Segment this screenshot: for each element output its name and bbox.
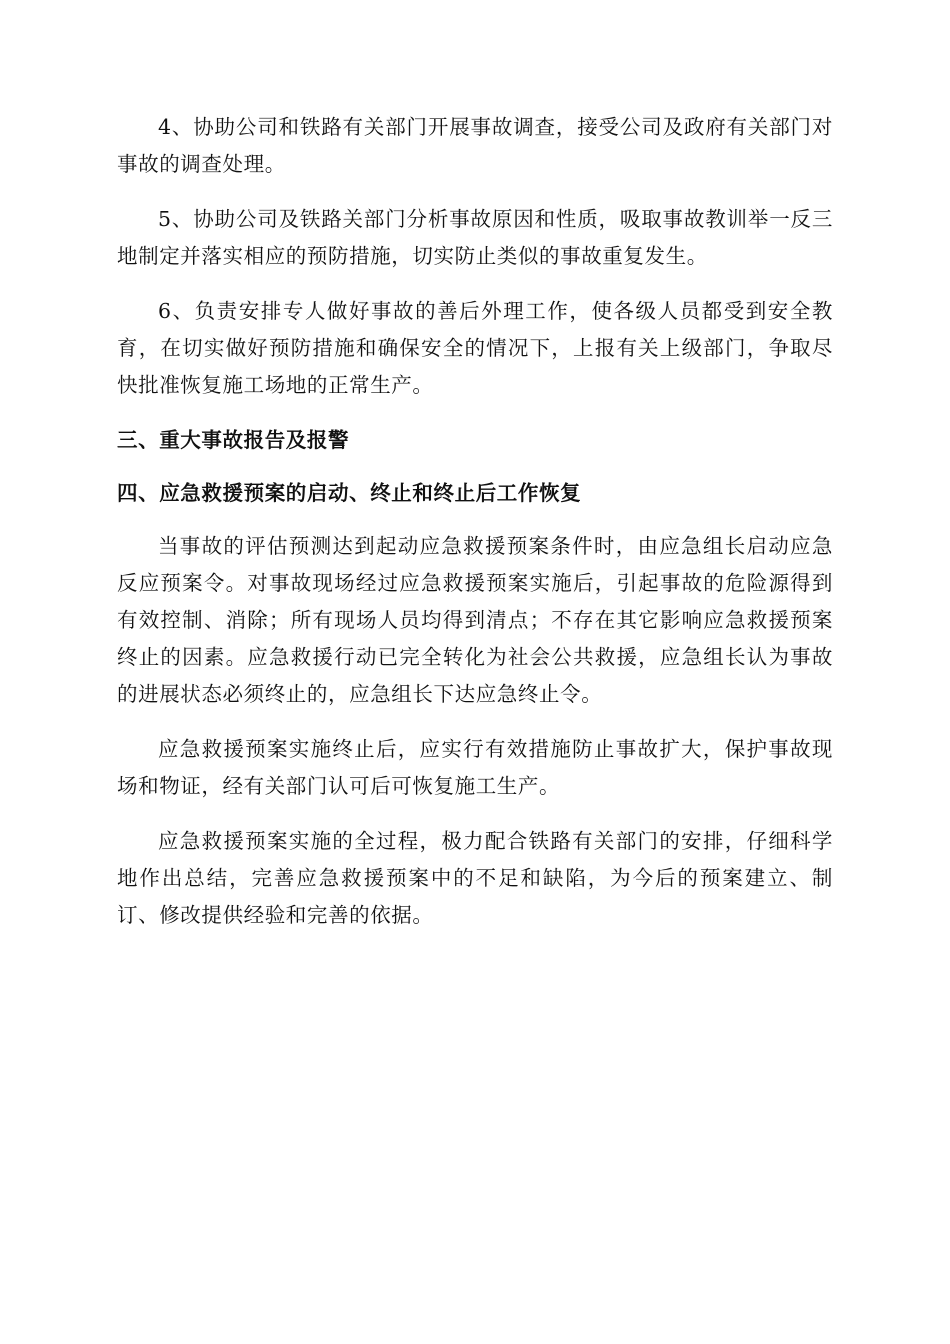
document-body bbox=[117, 109, 833, 934]
paragraph-termination: 应急救援预案实施终止后，应实行有效措施防止事故扩大，保护事故现场和物证，经有关部门认可后可恢复施工生产。 bbox=[117, 737, 833, 798]
section-heading-4: 四、应急救援预案的启动、终止和终止后工作恢复 bbox=[117, 481, 582, 505]
section-heading-3: 三、重大事故报告及报警 bbox=[117, 428, 350, 452]
paragraph-item-4: 4、协助公司和铁路有关部门开展事故调查，接受公司及政府有关部门对事故的调查处理。 bbox=[117, 115, 833, 176]
paragraph-activation: 当事故的评估预测达到起动应急救援预案条件时，由应急组长启动应急反应预案令。对事故现场经过应急救援预案实施后，引起事故的危险源得到有效控制、消除；所有现场人员均得到清点；不存在其它影响应急救援预案终止的因素。应急救援行动已完全转化为社会公共救援，应急组长认为事故的进展状态必须终止的，应急组长下达应急终止令。 bbox=[117, 534, 833, 706]
paragraph-item-6: 6、负责安排专人做好事故的善后外理工作，使各级人员都受到安全教育，在切实做好预防措施和确保安全的情况下，上报有关上级部门，争取尽快批准恢复施工场地的正常生产。 bbox=[117, 299, 833, 397]
paragraph-item-5: 5、协助公司及铁路关部门分析事故原因和性质，吸取事故教训举一反三地制定并落实相应的预防措施，切实防止类似的事故重复发生。 bbox=[117, 207, 833, 268]
paragraph-summary: 应急救援预案实施的全过程，极力配合铁路有关部门的安排，仔细科学地作出总结，完善应急救援预案中的不足和缺陷，为今后的预案建立、制订、修改提供经验和完善的依据。 bbox=[117, 829, 833, 927]
